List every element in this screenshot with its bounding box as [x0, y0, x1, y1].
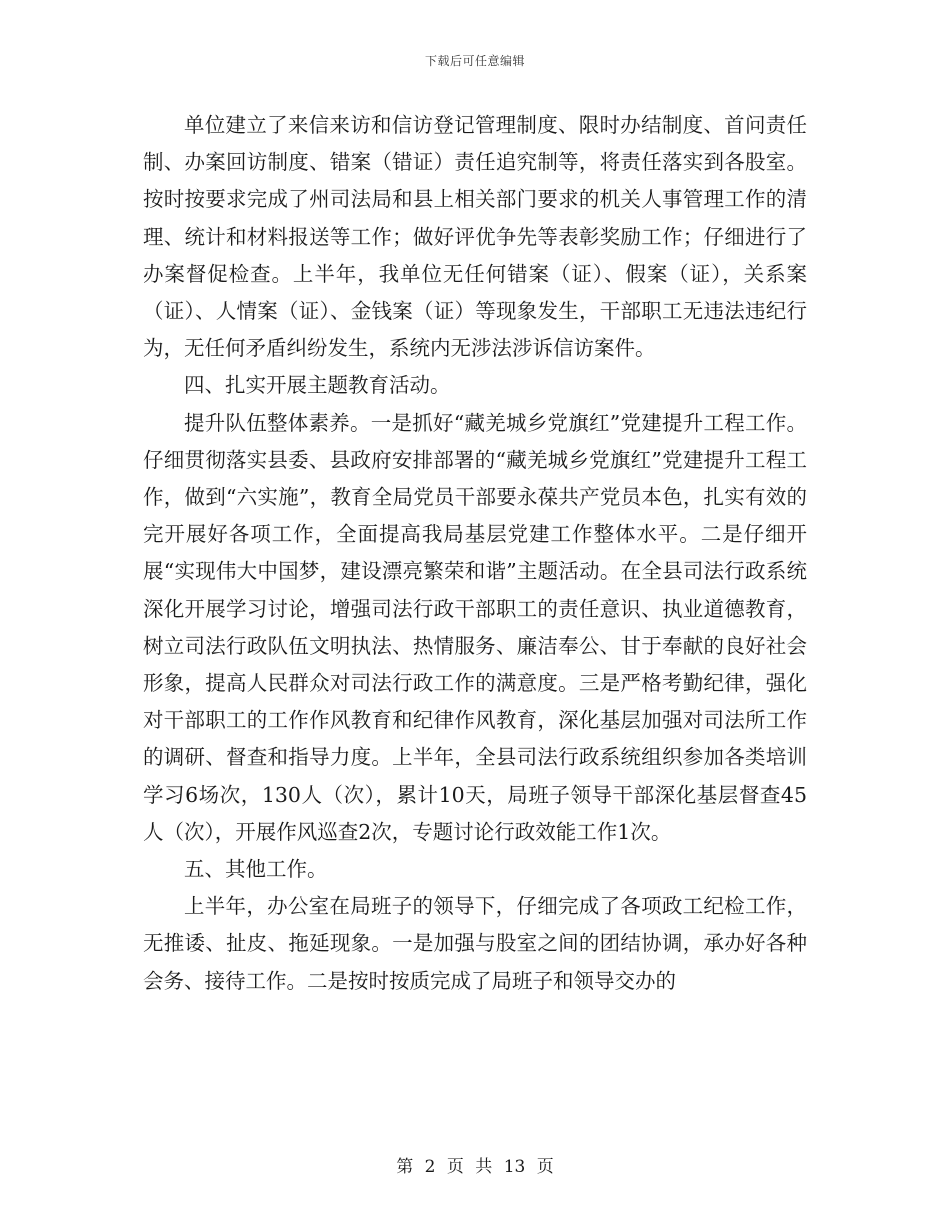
- paragraph-team-quality: 提升队伍整体素养。一是抓好“藏羌城乡党旗红”党建提升工程工作。仔细贯彻落实县委、县政府安排部署的“藏羌城乡党旗红”党建提升工程工作，做到“六实施”，教育全局党员干部要永葆共产党员本色，扎实有效的完开展好各项工作，全面提高我局基层党建工作整体水平。二是仔细开展“实现伟大中国梦，建设漂亮繁荣和谐”主题活动。在全县司法行政系统深化开展学习讨论，增强司法行政干部职工的责任意识、执业道德教育，树立司法行政队伍文明执法、热情服务、廉洁奉公、甘于奉献的良好社会形象，提高人民群众对司法行政工作的满意度。三是严格考勤纪律，强化对干部职工的工作作风教育和纪律作风教育，深化基层加强对司法所工作的调研、督查和指导力度。上半年，全县司法行政系统组织参加各类培训学习6场次，130人（次），累计10天，局班子领导干部深化基层督查45人（次），开展作风巡查2次，专题讨论行政效能工作1次。: [143, 410, 807, 844]
- page-number-footer: 第 2 页 共 13 页: [396, 1157, 554, 1177]
- document-body: [143, 107, 807, 1000]
- section-heading-five: 五、其他工作。: [184, 857, 328, 882]
- section-heading-four: 四、扎实开展主题教育活动。: [184, 373, 451, 398]
- paragraph-accountability-system: 单位建立了来信来访和信访登记管理制度、限时办结制度、首问责任制、办案回访制度、错案（错证）责任追究制等，将责任落实到各股室。按时按要求完成了州司法局和县上相关部门要求的机关人事管理工作的清理、统计和材料报送等工作；做好评优争先等表彰奖励工作；仔细进行了办案督促检查。上半年，我单位无任何错案（证）、假案（证），关系案（证）、人情案（证）、金钱案（证）等现象发生，干部职工无违法违纪行为，无任何矛盾纠纷发生，系统内无涉法涉诉信访案件。: [143, 113, 807, 361]
- paragraph-other-work: 上半年，办公室在局班子的领导下，仔细完成了各项政工纪检工作，无推诿、扯皮、拖延现象。一是加强与股室之间的团结协调，承办好各种会务、接待工作。二是按时按质完成了局班子和领导交办的: [143, 894, 807, 993]
- page-header-note: 下载后可任意编辑: [424, 54, 525, 68]
